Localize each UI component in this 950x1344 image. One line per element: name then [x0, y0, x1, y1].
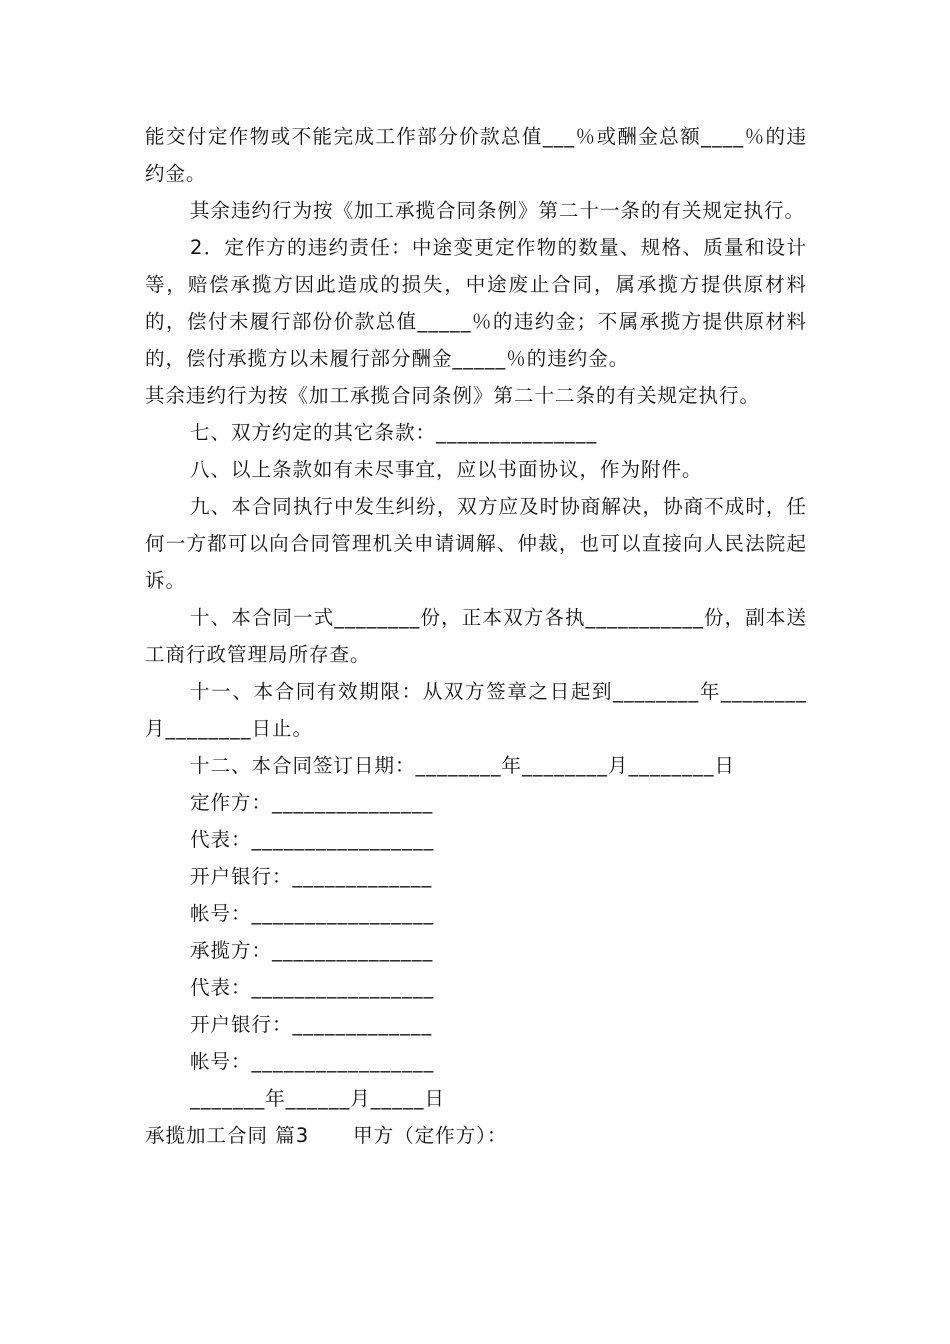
clause-ten: 十、本合同一式________份，正本双方各执___________份，副本送工商行政管理局所存查。 [145, 606, 807, 666]
contractor-bank-line: 开户银行：_____________ [190, 1013, 433, 1036]
contractor-account-line: 帐号：_________________ [190, 1050, 435, 1073]
contractor-representative-line: 代表：_________________ [190, 976, 435, 999]
clause-eight: 八、以上条款如有未尽事宜，应以书面协议，作为附件。 [190, 458, 703, 481]
signature-date-line: _______年______月_____日 [190, 1087, 446, 1110]
orderer-bank-line: 开户银行：_____________ [190, 865, 433, 888]
next-contract-title: 承揽加工合同 篇3 [145, 1124, 310, 1147]
orderer-account-line: 帐号：_________________ [190, 902, 435, 925]
clause-seven: 七、双方约定的其它条款：_______________ [190, 421, 598, 444]
clause-nine: 九、本合同执行中发生纠纷，双方应及时协商解决，协商不成时，任何一方都可以向合同管理机关申请调解、仲裁，也可以直接向人民法院起诉。 [145, 495, 807, 592]
paragraph-other-breach-22: 其余违约行为按《加工承揽合同条例》第二十二条的有关规定执行。 [145, 384, 761, 407]
orderer-line: 定作方：_______________ [190, 791, 434, 814]
clause-eleven: 十一、本合同有效期限：从双方签章之日起到________年________月________日止。 [145, 680, 807, 740]
next-contract-heading [145, 1117, 807, 1154]
paragraph-other-breach-21: 其余违约行为按《加工承揽合同条例》第二十一条的有关规定执行。 [190, 199, 806, 222]
contractor-line: 承揽方：_______________ [190, 939, 434, 962]
orderer-representative-line: 代表：_________________ [190, 828, 435, 851]
signature-block [145, 784, 807, 1117]
contract-body [145, 118, 807, 1154]
paragraph-penalty-continuation: 能交付定作物或不能完成工作部分价款总值___％或酬金总额____％的违约金。 [145, 125, 807, 185]
party-a-label: 甲方（定作方）： [353, 1124, 508, 1147]
paragraph-orderer-liability: 2．定作方的违约责任：中途变更定作物的数量、规格、质量和设计等，赔偿承揽方因此造成的损失，中途废止合同，属承揽方提供原材料的，偿付未履行部份价款总值_____％的违约金；不属承揽方提供原材料的，偿付承揽方以未履行部分酬金_____％的违约金。 [145, 236, 807, 370]
clause-twelve: 十二、本合同签订日期：________年________月________日 [190, 754, 736, 777]
